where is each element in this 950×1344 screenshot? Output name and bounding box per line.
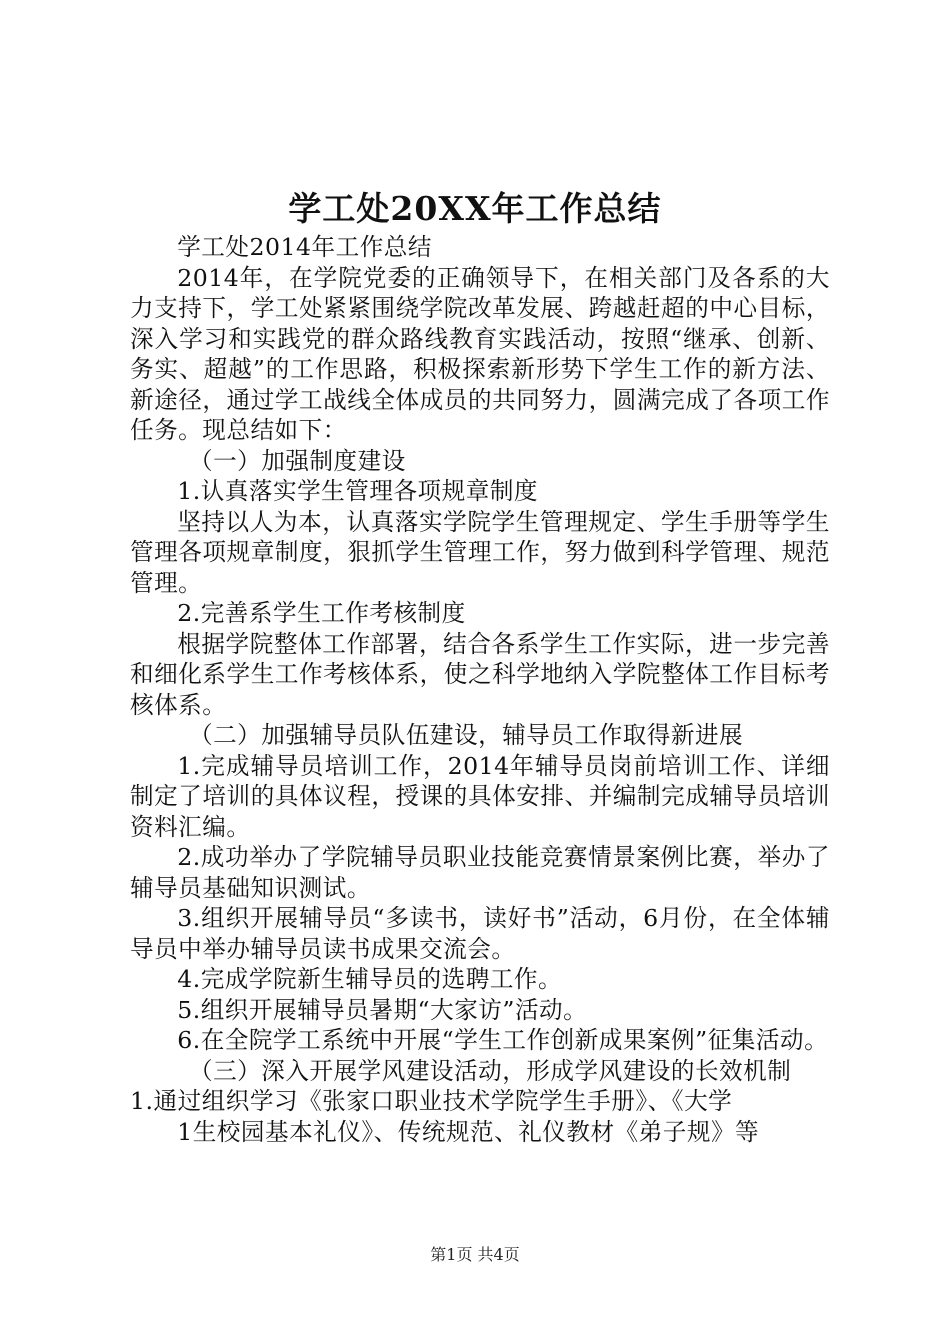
section-heading-2: （二）加强辅导员队伍建设，辅导员工作取得新进展	[189, 721, 744, 749]
subsection-heading: 1.认真落实学生管理各项规章制度	[177, 477, 539, 505]
section-heading-3: （三）深入开展学风建设活动，形成学风建设的长效机制	[189, 1056, 792, 1085]
body-paragraph: 1生校园基本礼仪》、传统规范、礼仪教材《弟子规》等	[177, 1117, 760, 1146]
document-title: 学工处20XX年工作总结	[288, 189, 662, 228]
document-body	[130, 232, 830, 1147]
list-item: 6.在全院学工系统中开展“学生工作创新成果案例”征集活动。	[177, 1026, 829, 1054]
intro-paragraph: 2014年，在学院党委的正确领导下，在相关部门及各系的大力支持下，学工处紧紧围绕学院改革发展、跨越赶超的中心目标，深入学习和实践党的群众路线教育实践活动，按照“继承、创新、务实、超越”的工作思路，积极探索新形势下学生工作的新方法、新途径，通过学工战线全体成员的共同努力，圆满完成了各项工作任务。现总结如下：	[130, 263, 830, 444]
body-paragraph: 根据学院整体工作部署，结合各系学生工作实际，进一步完善和细化系学生工作考核体系，使之科学地纳入学院整体工作目标考核体系。	[130, 629, 830, 719]
body-paragraph: 坚持以人为本，认真落实学院学生管理规定、学生手册等学生管理各项规章制度，狠抓学生管理工作，努力做到科学管理、规范管理。	[130, 507, 830, 597]
subsection-heading: 2.完善系学生工作考核制度	[177, 599, 466, 627]
list-item: 2.成功举办了学院辅导员职业技能竞赛情景案例比赛，举办了辅导员基础知识测试。	[130, 843, 830, 902]
list-item: 1.完成辅导员培训工作，2014年辅导员岗前培训工作、详细制定了培训的具体议程，授课的具体安排、并编制完成辅导员培训资料汇编。	[130, 751, 830, 841]
page-footer: 第1页 共4页	[430, 1245, 520, 1264]
list-item: 4.完成学院新生辅导员的选聘工作。	[177, 965, 563, 993]
list-item: 5.组织开展辅导员暑期“大家访”活动。	[177, 995, 588, 1024]
list-item: 3.组织开展辅导员“多读书，读好书”活动，6月份，在全体辅导员中举办辅导员读书成果交流会。	[130, 904, 830, 963]
subtitle-paragraph: 学工处2014年工作总结	[177, 233, 432, 261]
list-item: 1.通过组织学习《张家口职业技术学院学生手册》、《大学	[130, 1087, 733, 1115]
section-heading-1: （一）加强制度建设	[189, 446, 406, 475]
